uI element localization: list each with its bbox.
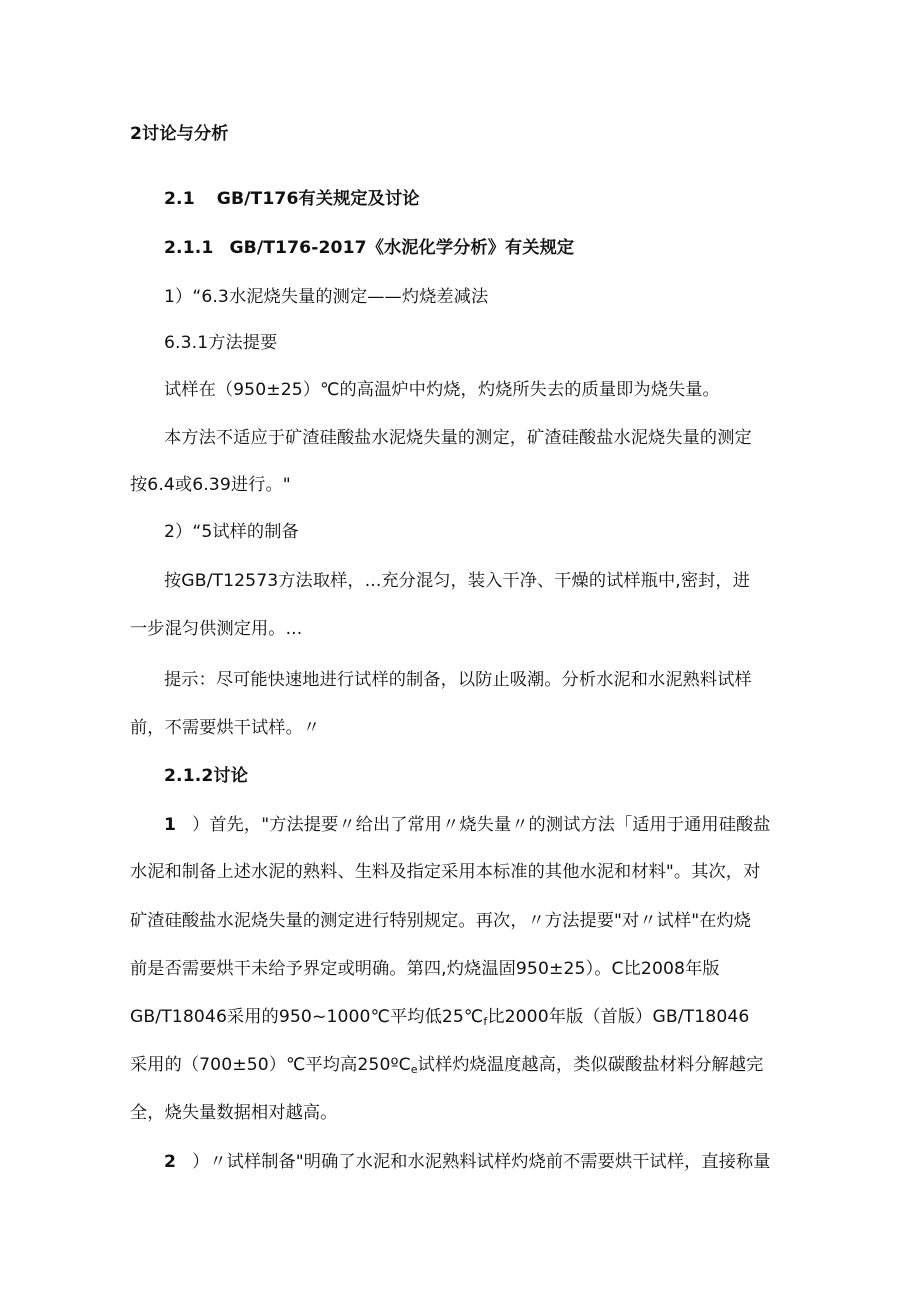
section-heading-2-1-2: 2.1.2讨论 [164,766,249,786]
discussion-1-line-6 [130,1053,763,1077]
text-part: 试样灼烧温度越高，类似碳酸盐材料分解越完 [417,1055,764,1075]
text-part: 采用的（700±50）℃平均高250ºC [130,1055,411,1075]
discussion-number: 1 [164,815,177,835]
discussion-1-line-4: 前是否需要烘干未给予界定或明确。第四,灼烧温固950±25）。C比2008年版 [130,959,720,979]
discussion-1-line-1 [164,813,771,837]
section-heading-2-1 [164,187,420,211]
paragraph-hint-line-2: 前，不需要烘干试样。〃 [130,718,321,738]
section-title: GB/T176有关规定及讨论 [216,189,420,209]
paragraph-prep-line-2: 一步混匀供测定用。... [130,619,303,639]
section-title: GB/T176-2017《水泥化学分析》有关规定 [229,238,575,258]
subscript: f [483,1015,488,1028]
paragraph-sample-line: 试样在（950±25）℃的高温炉中灼烧，灼烧所失去的质量即为烧失量。 [164,380,720,400]
paragraph-method-note-line-1: 本方法不适应于矿渣硅酸盐水泥烧失量的测定，矿渣硅酸盐水泥烧失量的测定 [164,428,752,448]
discussion-text: ）首先，"方法提要〃给出了常用〃烧失量〃的测试方法「适用于通用硅酸盐 [192,815,771,835]
section-number: 2.1.1 [164,238,214,258]
paragraph-hint-line-1: 提示：尽可能快速地进行试样的制备，以防止吸潮。分析水泥和水泥熟料试样 [164,670,752,690]
paragraph-prep-line-1: 按GB/T12573方法取样，...充分混匀，装入干净、干燥的试样瓶中,密封，进 [164,571,750,591]
discussion-1-line-2: 水泥和制备上述水泥的熟料、生料及指定采用本标准的其他水泥和材料"。其次，对 [130,862,761,882]
discussion-number: 2 [164,1152,177,1172]
list-item-1: 1）“6.3水泥烧失量的测定——灼烧差减法 [164,287,489,307]
discussion-1-line-5 [130,1005,749,1029]
section-number: 2.1 [164,189,195,209]
section-heading-2-1-1 [164,236,574,260]
discussion-2-line-1 [164,1150,771,1174]
subscript: e [410,1063,418,1076]
paragraph-method-note-line-2: 按6.4或6.39进行。" [130,475,291,495]
discussion-1-line-7: 全，烧失量数据相对越高。 [130,1103,338,1123]
list-item-2: 2）“5试样的制备 [164,522,299,542]
discussion-1-line-3: 矿渣硅酸盐水泥烧失量的测定进行特别规定。再次，〃方法提要"对〃试样"在灼烧 [130,911,752,931]
subsection-heading-6-3-1: 6.3.1方法提要 [164,333,278,353]
section-heading-2: 2讨论与分析 [130,124,229,144]
text-part: GB/T18046采用的950~1000℃平均低25℃ [130,1007,484,1027]
text-part: 比2000年版（首版）GB/T18046 [487,1007,750,1027]
discussion-text: ）〃试样制备"明确了水泥和水泥熟料试样灼烧前不需要烘干试样，直接称量 [192,1152,771,1172]
